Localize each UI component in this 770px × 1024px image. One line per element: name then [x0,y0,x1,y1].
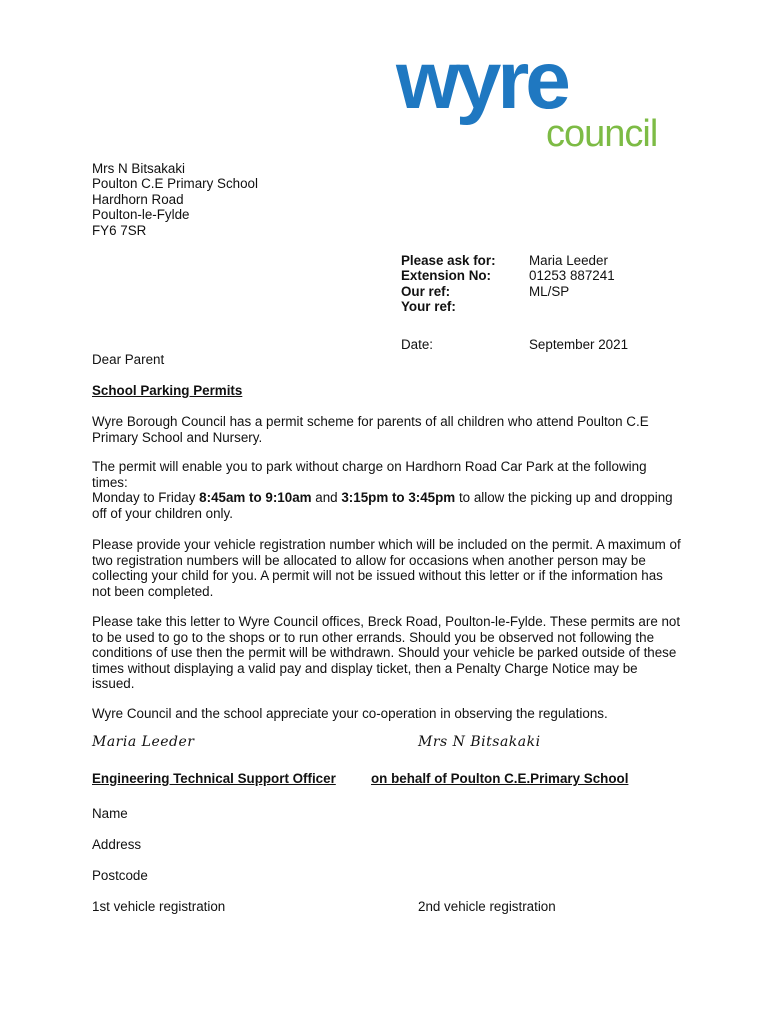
paragraph-4: Please take this letter to Wyre Council offices, Breck Road, Poulton-le-Fylde. These permits are not to be used to go to the shops or to run other errands. Should you be observed not following the conditions of use then the permit will be withdrawn. Should your vehicle be parked outside of these times without displaying a valid pay and display ticket, then a Penalty Charge Notice may be issued. [92,614,681,692]
extension-label: Extension No: [401,268,492,284]
date-row [401,337,661,353]
wyre-council-logo [396,35,668,155]
recipient-line3: Poulton-le-Fylde [92,207,190,223]
date-value: September 2021 [529,337,629,352]
paragraph-2-times [92,490,682,521]
recipient-line1: Poulton C.E Primary School [92,176,258,192]
date-label: Date: [401,337,434,352]
vehicle1-field-label: 1st vehicle registration [92,899,226,914]
recipient-line2: Hardhorn Road [92,191,184,207]
afternoon-time: 3:15pm to 3:45pm [341,490,456,506]
signature-left: Maria Leeder [92,734,195,750]
ask-for-label: Please ask for: [401,253,496,268]
paragraph-5: Wyre Council and the school appreciate your co-operation in observing the regulations. [92,706,608,721]
vehicle2-field-label: 2nd vehicle registration [418,899,556,914]
signature-right: Mrs N Bitsakaki [418,734,541,750]
letter-heading: School Parking Permits [92,383,243,398]
name-field-label: Name [92,806,128,821]
extension-value: 01253 887241 [529,268,615,284]
recipient-name: Mrs N Bitsakaki [92,161,186,176]
paragraph-2-line1: The permit will enable you to park without charge on Hardhorn Road Car Park at the following times: [92,459,647,490]
ask-for-value: Maria Leeder [529,253,608,268]
address-field-label: Address [92,837,142,852]
your-ref-label: Your ref: [401,299,456,315]
reference-block [401,253,661,315]
role-right: on behalf of Poulton C.E.Primary School [371,771,629,786]
our-ref-value: ML/SP [529,283,570,299]
recipient-address [92,161,258,238]
role-left: Engineering Technical Support Officer [92,771,336,786]
postcode-field-label: Postcode [92,868,148,883]
paragraph-2 [92,459,682,521]
recipient-postcode: FY6 7SR [92,222,147,238]
our-ref-label: Our ref: [401,283,451,299]
logo-subtitle: council [546,113,658,155]
times-suffix: to allow the picking up and dropping off of your children only. [92,490,673,521]
paragraph-1: Wyre Borough Council has a permit scheme for parents of all children who attend Poulton C.E Primary School and Nursery. [92,414,649,445]
paragraph-3: Please provide your vehicle registration number which will be included on the permit. A maximum of two registration numbers will be allocated to allow for occasions when another person may be collecting your child for you. A permit will not be issued without this letter or if the information has not been completed. [92,537,681,599]
times-prefix: Monday to Friday [92,490,200,506]
salutation: Dear Parent [92,352,165,367]
morning-time: 8:45am to 9:10am [199,490,312,506]
logo-wordmark: wyre [396,35,567,126]
times-and: and [311,490,342,506]
